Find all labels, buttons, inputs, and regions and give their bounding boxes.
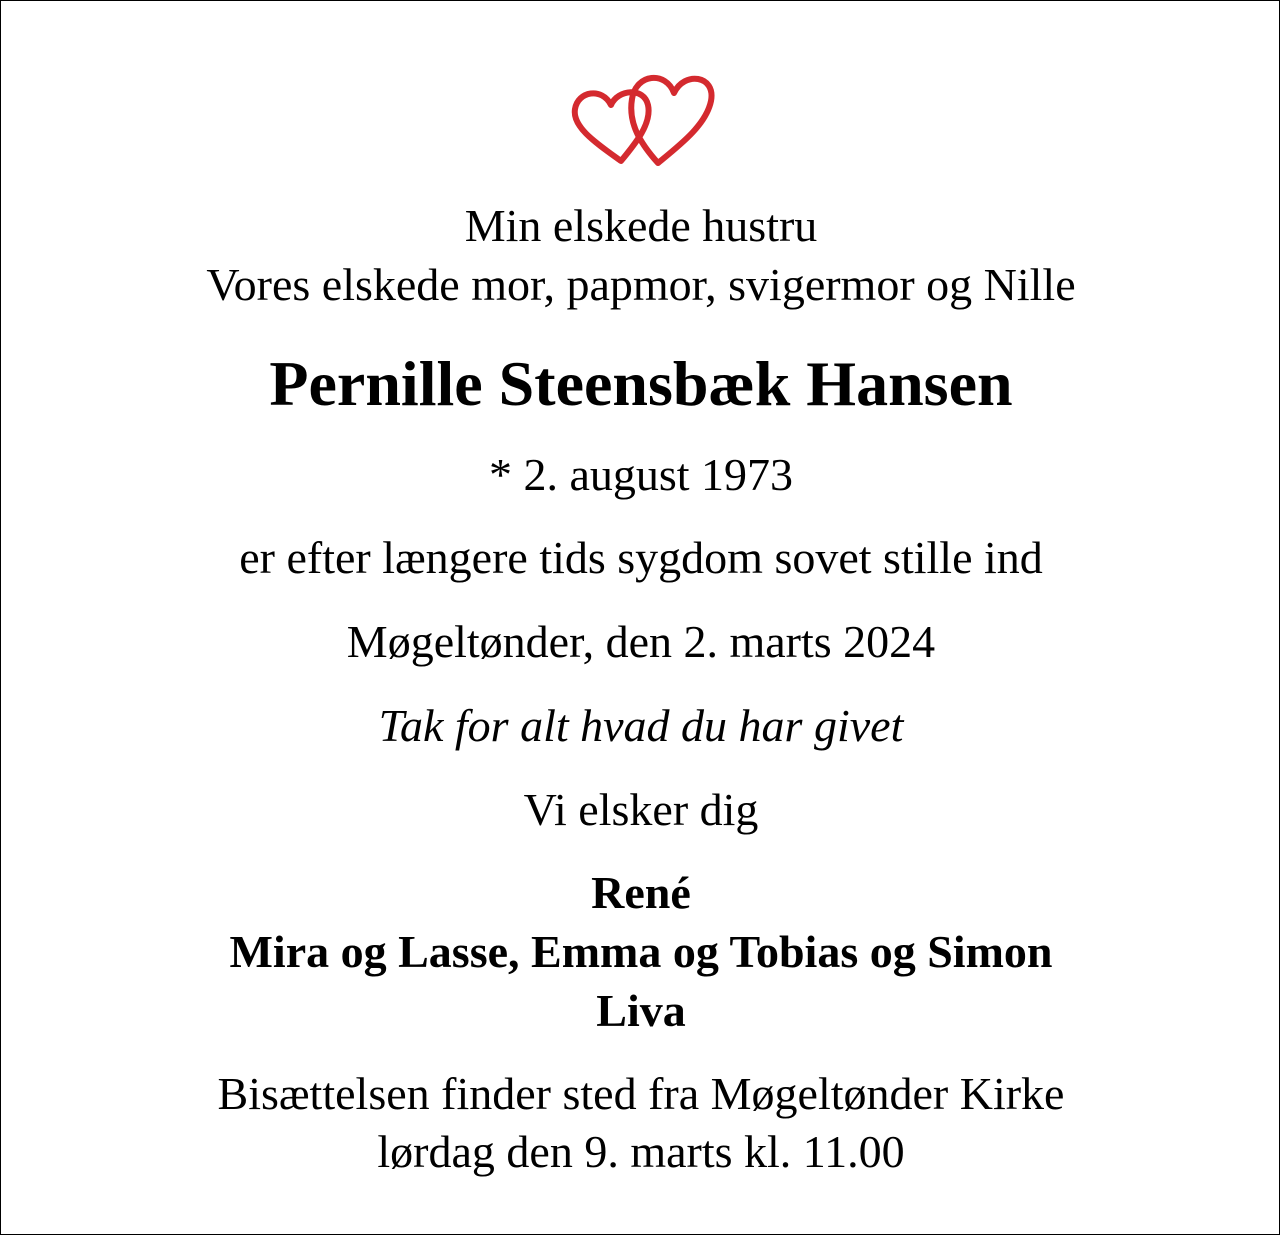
signatory-line: Mira og Lasse, Emma og Tobias og Simon [229, 926, 1053, 977]
intertwined-hearts-icon [566, 61, 716, 171]
signatory-line: Liva [596, 985, 686, 1036]
signatory-line: René [591, 867, 691, 918]
birth-line: * 2. august 1973 [488, 449, 794, 500]
funeral-line-2: lørdag den 9. marts kl. 11.00 [377, 1126, 905, 1177]
love-line: Vi elsker dig [523, 784, 759, 835]
farewell-line: Tak for alt hvad du har givet [378, 700, 904, 751]
intro-line-1: Min elskede hustru [464, 200, 818, 251]
deceased-name: Pernille Steensbæk Hansen [269, 348, 1013, 419]
funeral-line-1: Bisættelsen finder sted fra Møgeltønder Kirke [217, 1068, 1065, 1119]
place-date-line: Møgeltønder, den 2. marts 2024 [346, 616, 936, 667]
passing-line: er efter længere tids sygdom sovet stille ind [239, 532, 1043, 583]
intro-line-2: Vores elskede mor, papmor, svigermor og Nille [206, 259, 1076, 310]
